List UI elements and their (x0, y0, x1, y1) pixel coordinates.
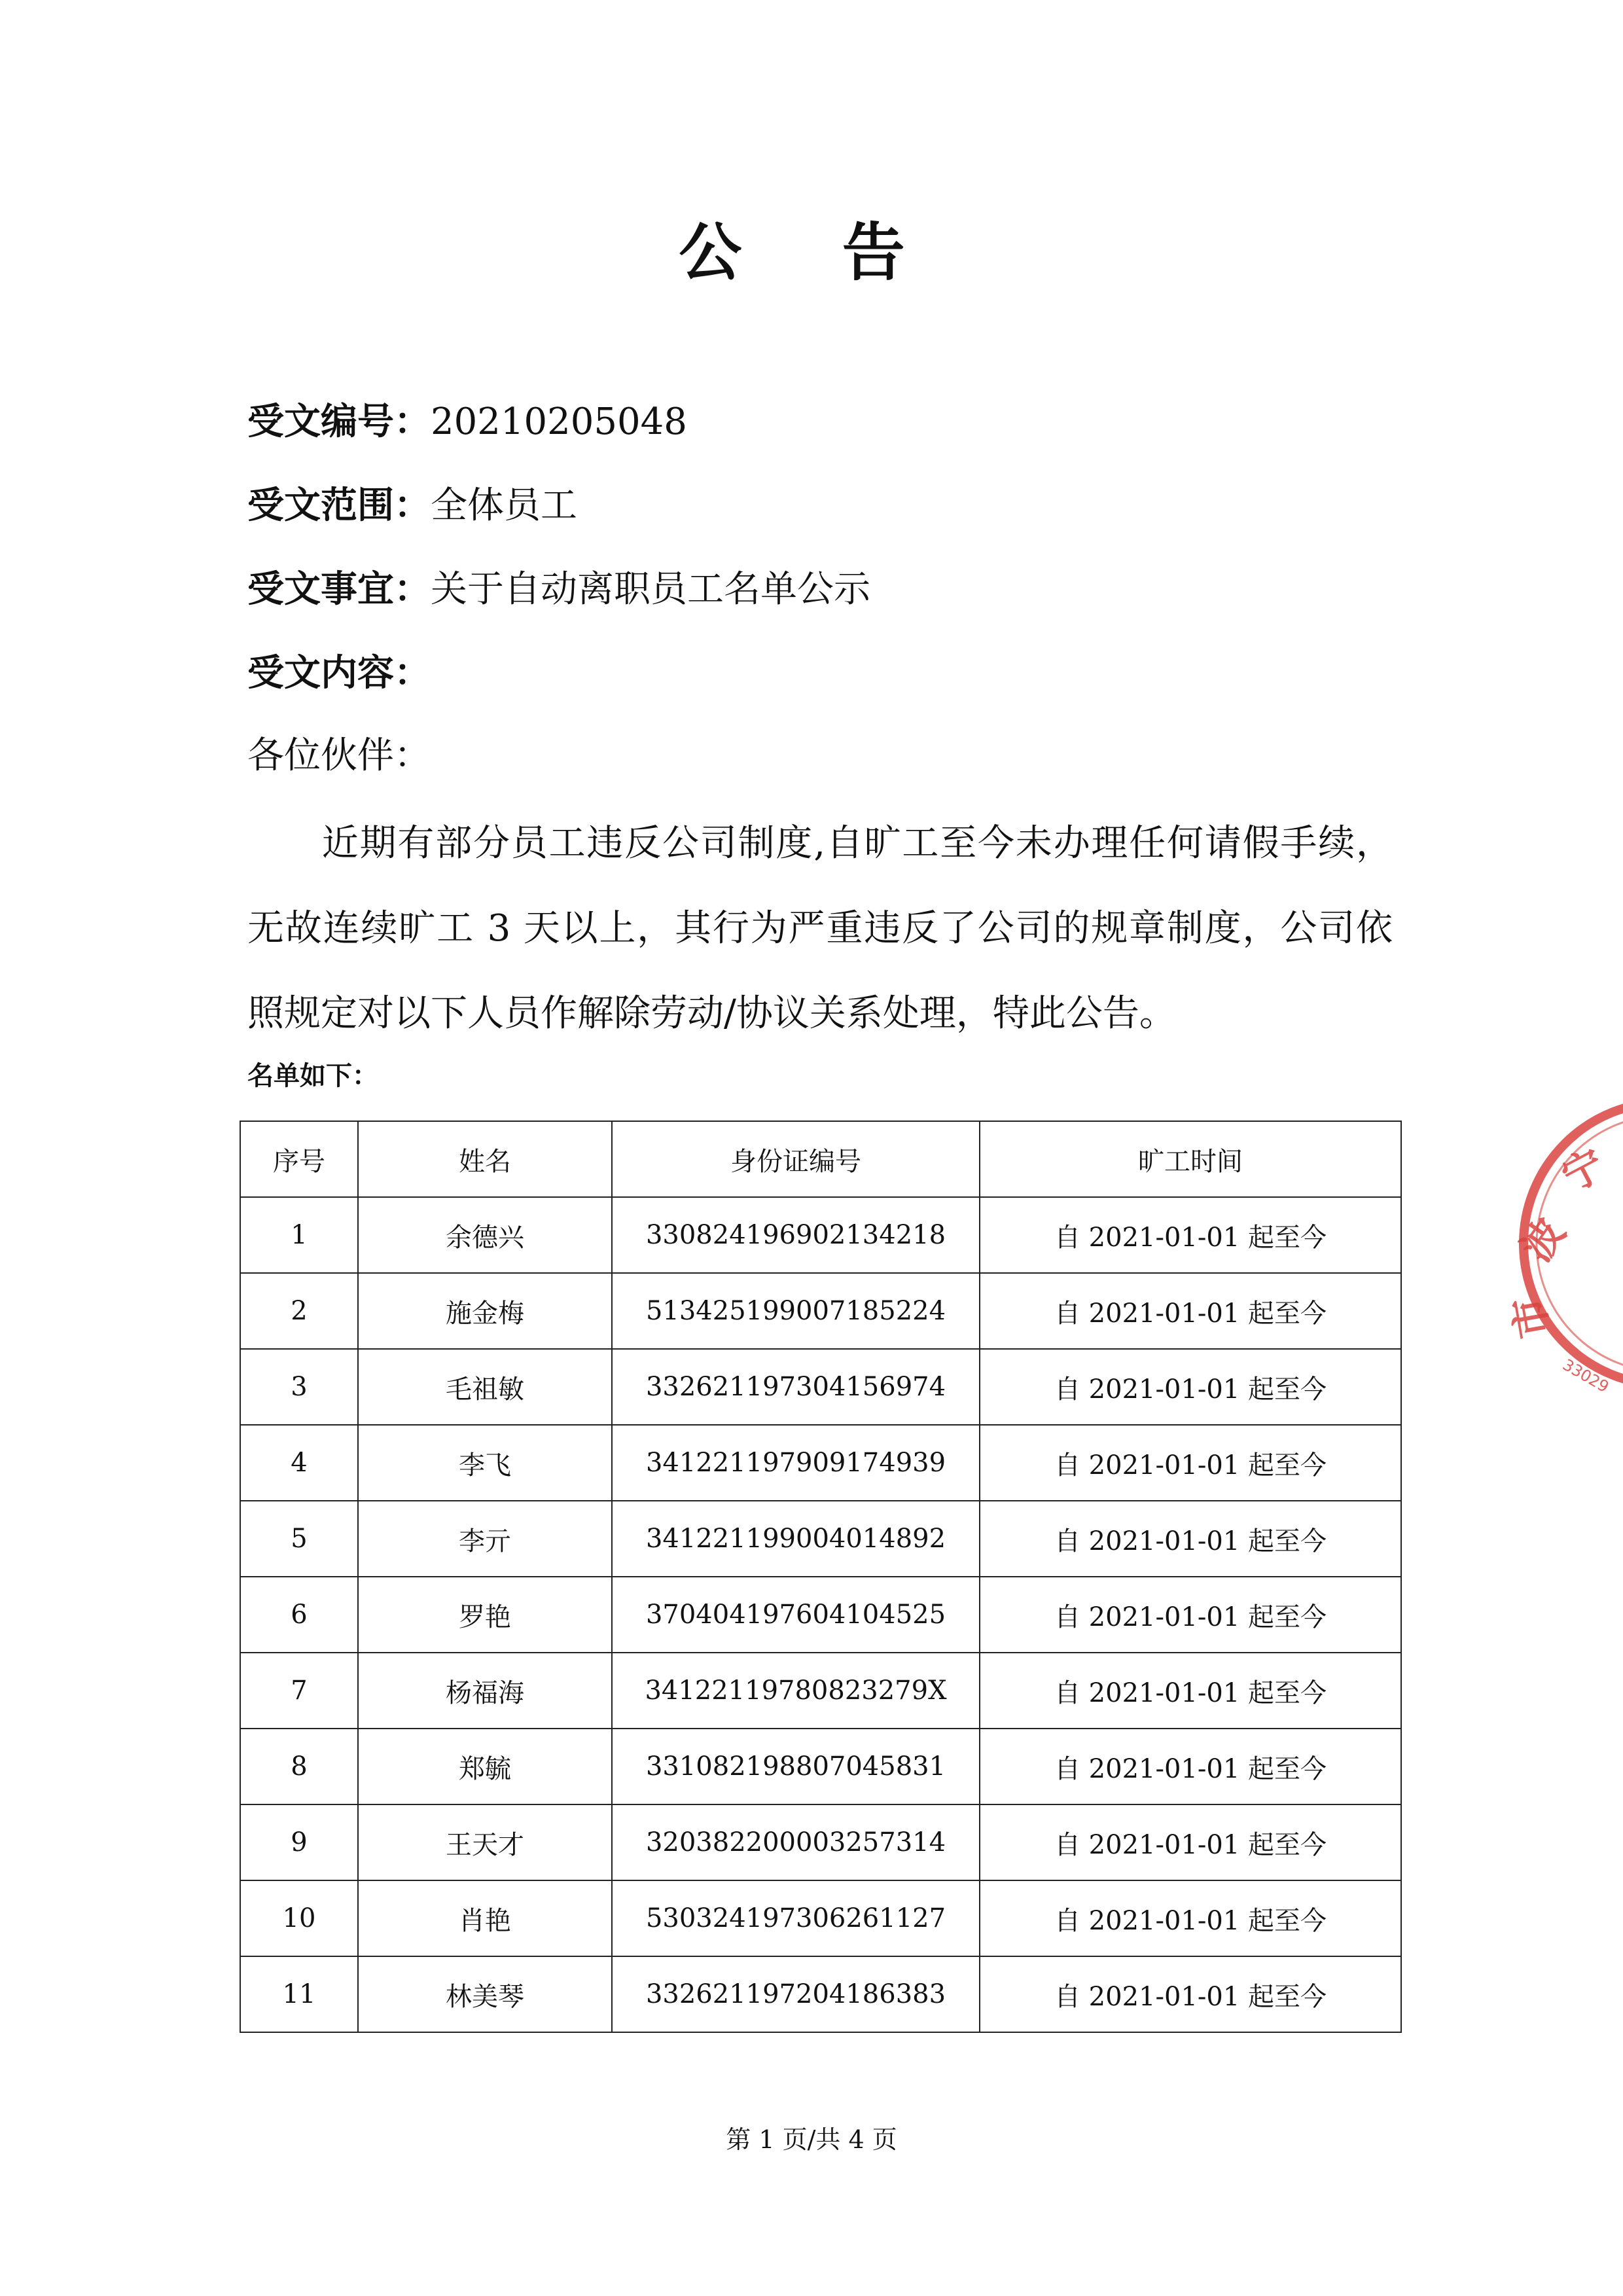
cell-id-number: 332621197304156974 (612, 1349, 980, 1425)
cell-absence-period: 自 2021-01-01 起至今 (980, 1880, 1401, 1956)
table-row (240, 1425, 1401, 1501)
cell-serial: 8 (240, 1729, 358, 1804)
cell-serial: 11 (240, 1956, 358, 2032)
list-caption: 名单如下： (247, 1061, 378, 1091)
cell-absence-period: 自 2021-01-01 起至今 (980, 1653, 1401, 1729)
cell-name: 施金梅 (358, 1273, 612, 1349)
header-absence-period: 旷工时间 (980, 1121, 1401, 1197)
seal-number-text: 33029 (1560, 1355, 1613, 1397)
recipient-scope-row (247, 476, 577, 529)
table-row (240, 1653, 1401, 1729)
subject-value: 关于自动离职员工名单公示 (431, 568, 870, 611)
cell-serial: 6 (240, 1577, 358, 1653)
cell-absence-period: 自 2021-01-01 起至今 (980, 1577, 1401, 1653)
cell-id-number: 331082198807045831 (612, 1729, 980, 1804)
cell-name: 王天才 (358, 1804, 612, 1880)
cell-id-number: 513425199007185224 (612, 1273, 980, 1349)
content-label: 受文内容： (247, 652, 431, 694)
table-row (240, 1501, 1401, 1577)
header-name: 姓名 (358, 1121, 612, 1197)
cell-absence-period: 自 2021-01-01 起至今 (980, 1273, 1401, 1349)
body-text: 近期有部分员工违反公司制度,自旷工至今未办理任何请假手续，无故连续旷工 3 天以上，其行为严重违反了公司的规章制度，公司依照规定对以下人员作解除劳动/协议关系处理，特此公告。 (247, 822, 1393, 1035)
cell-absence-period: 自 2021-01-01 起至今 (980, 1349, 1401, 1425)
cell-name: 李飞 (358, 1425, 612, 1501)
content-row (247, 644, 431, 696)
cell-id-number: 370404197604104525 (612, 1577, 980, 1653)
header-serial: 序号 (240, 1121, 358, 1197)
table-row (240, 1804, 1401, 1880)
seal-text-char-2: 波 (1512, 1209, 1575, 1270)
cell-absence-period: 自 2021-01-01 起至今 (980, 1804, 1401, 1880)
page-footer: 第 1 页/共 4 页 (726, 2125, 897, 2154)
table-body (240, 1197, 1401, 2032)
recipient-scope-value: 全体员工 (431, 484, 577, 527)
cell-name: 林美琴 (358, 1956, 612, 2032)
cell-serial: 2 (240, 1273, 358, 1349)
cell-serial: 3 (240, 1349, 358, 1425)
cell-id-number: 330824196902134218 (612, 1197, 980, 1273)
subject-row (247, 560, 870, 613)
table-row (240, 1197, 1401, 1273)
cell-serial: 10 (240, 1880, 358, 1956)
cell-name: 李亓 (358, 1501, 612, 1577)
cell-id-number: 320382200003257314 (612, 1804, 980, 1880)
table-row (240, 1956, 1401, 2032)
cell-absence-period: 自 2021-01-01 起至今 (980, 1956, 1401, 2032)
cell-id-number: 530324197306261127 (612, 1880, 980, 1956)
recipient-scope-label: 受文范围： (247, 484, 431, 527)
dismissal-list-table (240, 1121, 1402, 2033)
seal-text-char-3: 市 (1504, 1293, 1558, 1342)
cell-name: 郑毓 (358, 1729, 612, 1804)
cell-absence-period: 自 2021-01-01 起至今 (980, 1197, 1401, 1273)
cell-name: 肖艳 (358, 1880, 612, 1956)
table-header-row (240, 1121, 1401, 1197)
cell-id-number: 341221199004014892 (612, 1501, 980, 1577)
cell-serial: 5 (240, 1501, 358, 1577)
document-number-row (247, 393, 687, 445)
subject-label: 受文事宜： (247, 568, 431, 611)
cell-name: 罗艳 (358, 1577, 612, 1653)
document-title: 公 告 (679, 216, 944, 289)
seal-text-char-1: 宁 (1554, 1139, 1613, 1202)
header-id-number: 身份证编号 (612, 1121, 980, 1197)
cell-serial: 9 (240, 1804, 358, 1880)
cell-name: 杨福海 (358, 1653, 612, 1729)
cell-name: 毛祖敏 (358, 1349, 612, 1425)
body-paragraph (247, 801, 1393, 1056)
greeting: 各位伙伴： (247, 734, 431, 777)
company-seal-icon (1504, 1094, 1623, 1422)
cell-id-number: 34122119780823279X (612, 1653, 980, 1729)
table-row (240, 1880, 1401, 1956)
cell-absence-period: 自 2021-01-01 起至今 (980, 1425, 1401, 1501)
cell-absence-period: 自 2021-01-01 起至今 (980, 1729, 1401, 1804)
table-row (240, 1577, 1401, 1653)
table-row (240, 1729, 1401, 1804)
table-row (240, 1273, 1401, 1349)
cell-name: 余德兴 (358, 1197, 612, 1273)
cell-serial: 7 (240, 1653, 358, 1729)
cell-serial: 1 (240, 1197, 358, 1273)
document-number-label: 受文编号： (247, 401, 431, 443)
table-row (240, 1349, 1401, 1425)
cell-id-number: 332621197204186383 (612, 1956, 980, 2032)
cell-id-number: 341221197909174939 (612, 1425, 980, 1501)
document-number-value: 20210205048 (431, 401, 687, 443)
cell-absence-period: 自 2021-01-01 起至今 (980, 1501, 1401, 1577)
cell-serial: 4 (240, 1425, 358, 1501)
